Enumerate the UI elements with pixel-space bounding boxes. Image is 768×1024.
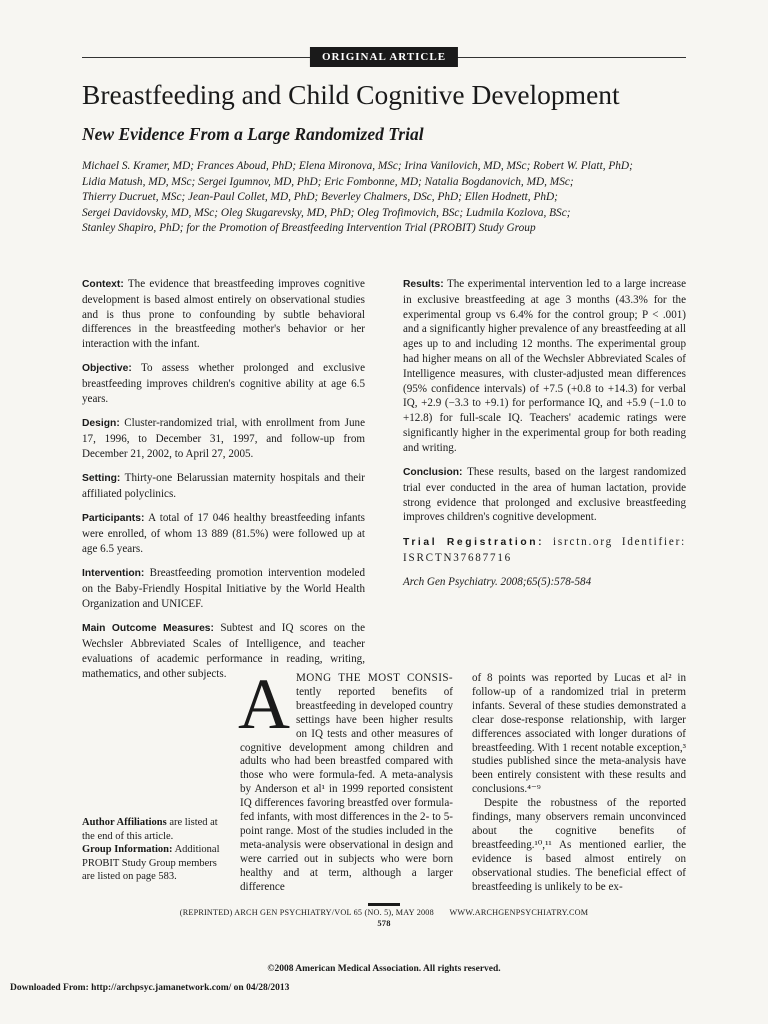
copyright-notice: ©2008 American Medical Association. All rights reserved. — [267, 964, 501, 974]
affiliations-line: Author Affiliations are listed at the end of this article. — [82, 817, 218, 842]
abstract-intervention: Intervention: Breastfeeding promotion intervention modeled on the Baby-Friendly Hospital Initiative by the World Health Organization and UNICEF. — [82, 567, 365, 610]
body-column-1 — [238, 664, 453, 895]
author-list — [82, 159, 692, 237]
article-body — [82, 664, 686, 894]
abstract-trial-registration: Trial Registration: isrctn.org Identifier: ISRCTN37687716 — [403, 535, 686, 564]
page-center-mark — [368, 903, 400, 906]
group-information-line: Group Information: Additional PROBIT Study Group members are listed on page 583. — [82, 844, 220, 883]
author-line: Sergei Davidovsky, MD, MSc; Oleg Skugarevsky, MD, PhD; Oleg Trofimovich, BSc; Ludmila Kozlova, BSc; — [82, 206, 571, 219]
article-type-badge: ORIGINAL ARTICLE — [310, 47, 458, 67]
abstract-design: Design: Cluster-randomized trial, with enrollment from June 17, 1996, to December 31, 1997, and follow-up from December 21, 2002, to April 27, 2005. — [82, 417, 365, 460]
body-column-2 — [472, 672, 686, 895]
drop-cap: A — [238, 664, 290, 744]
page-footer — [0, 908, 768, 928]
abstract-results: Results: The experimental intervention led to a large increase in exclusive breastfeeding at age 3 months (43.3% for the experimental group vs 6.4% for the control group; P < .001) and a significantly higher prevalence of any breastfeeding at all ages up to and including 12 months. The experimental group had higher means on all of the Wechsler Abbreviated Scales of Intelligence measures, with cluster-adjusted mean differences (95% confidence intervals) of +7.5 (+0.8 to +14.3) for verbal IQ, +2.9 (−3.3 to +9.1) for performance IQ, and +5.9 (−1.0 to +12.8) for full-scale IQ. Teachers' academic ratings were significantly higher in the experimental group for both reading and writing. — [403, 278, 686, 454]
download-stamp: Downloaded From: http://archpsyc.jamanetwork.com/ on 04/28/2013 — [10, 983, 290, 993]
abstract-objective: Objective: To assess whether prolonged and exclusive breastfeeding improves children's cognitive ability at age 6.5 years. — [82, 362, 365, 406]
article-subtitle: New Evidence From a Large Randomized Trial — [82, 124, 424, 144]
article-title: Breastfeeding and Child Cognitive Development — [82, 79, 620, 110]
body-paragraph: Despite the robustness of the reported findings, many observers remain unconvinced about the cognitive benefits of breastfeeding.¹⁰,¹¹ As mentioned earlier, the evidence is based almost entirely on observational studies. The beneficial effect of breastfeeding is unlikely to be ex- — [472, 797, 686, 893]
abstract-participants: Participants: A total of 17 046 healthy breastfeeding infants were enrolled, of whom 13 889 (81.5%) were followed up at age 6.5 years. — [82, 512, 365, 555]
author-affiliations-note — [82, 816, 227, 884]
abstract-left-column — [82, 277, 365, 680]
author-line: Michael S. Kramer, MD; Frances Aboud, PhD; Elena Mironova, MSc; Irina Vanilovich, MD, MSc; Robert W. Platt, PhD; — [82, 160, 633, 172]
abstract-citation: Arch Gen Psychiatry. 2008;65(5):578-584 — [403, 575, 592, 588]
abstract-context: Context: The evidence that breastfeeding improves cognitive development is based almost entirely on observational studies and is thus prone to confounding by subtle behavioral differences in the breastfeeding mother's behavior or her interaction with the infant. — [82, 278, 365, 351]
author-line: Stanley Shapiro, PhD; for the Promotion of Breastfeeding Intervention Trial (PROBIT) Study Group — [82, 222, 536, 235]
body-column-1-text: tently reported benefits of breastfeeding in developed country settings have been higher results on IQ tests and other measures of cognitive development among children and adults who had been breastfed compared with those who were formula-fed. A meta-analysis by Anderson et al¹ in 1999 reported consistent IQ differences favoring breastfed over formula-fed infants, with most differences in the 2- to 5-point range. Most of the studies included in the meta-analysis were observational in design and were carried out in subjects who were born healthy and at term, although a larger difference — [240, 685, 453, 893]
author-line: Thierry Ducruet, MSc; Jean-Paul Collet, MD, PhD; Beverley Chalmers, DSc, PhD; Ellen Hodnett, PhD; — [82, 191, 558, 204]
abstract-right-column — [403, 277, 686, 649]
footer-journal-line: (REPRINTED) ARCH GEN PSYCHIATRY/VOL 65 (NO. 5), MAY 2008 WWW.ARCHGENPSYCHIATRY.COM — [179, 908, 589, 917]
abstract-outcome: Main Outcome Measures: Subtest and IQ scores on the Wechsler Abbreviated Scales of Intelligence, and teacher evaluations of academic performance in reading, writing, mathematics, and other subjects. — [82, 622, 365, 680]
author-line: Lidia Matush, MD, MSc; Sergei Igumnov, MD, PhD; Eric Fombonne, MD; Natalia Bogdanovich, MD, MSc; — [82, 175, 574, 188]
body-paragraph: of 8 points was reported by Lucas et al² in follow-up of a randomized trial in preterm infants. Several of these studies demonstrated a clear dose-response relationship, with larger differences associated with longer durations of breastfeeding. With 1 recent notable exception,³ studies published since the meta-analysis have been entirely consistent with these results and conclusions.⁴⁻⁹ — [472, 672, 686, 796]
page-number: 578 — [377, 918, 391, 928]
abstract-setting: Setting: Thirty-one Belarussian maternity hospitals and their affiliated polyclinics. — [82, 472, 365, 501]
opening-smallcaps: MONG THE MOST CONSIS- — [296, 672, 453, 684]
abstract-conclusion: Conclusion: These results, based on the largest randomized trial ever conducted in the area of human lactation, provide strong evidence that prolonged and exclusive breastfeeding improves children's cognitive development. — [403, 466, 686, 524]
